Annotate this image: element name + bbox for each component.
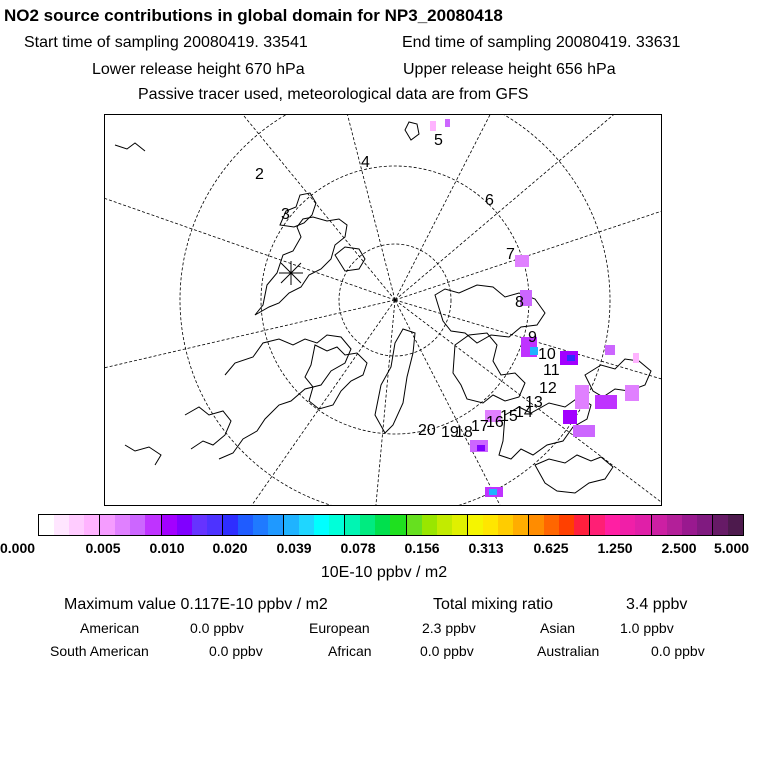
colorbar-swatch	[162, 515, 177, 535]
colorbar	[38, 514, 744, 536]
track-label: 15	[500, 408, 518, 425]
colorbar-swatch	[574, 515, 590, 535]
upper-release-height: Upper release height 656 hPa	[403, 61, 616, 78]
region-value: 0.0 ppbv	[651, 643, 705, 659]
colorbar-tick: 0.313	[468, 540, 504, 556]
colorbar-tick: 1.250	[597, 540, 633, 556]
tracer-note: Passive tracer used, meteorological data are from GFS	[138, 86, 529, 103]
colorbar-swatch	[422, 515, 437, 535]
region-value: 0.0 ppbv	[209, 643, 263, 659]
colorbar-swatch	[559, 515, 574, 535]
region-name: African	[328, 643, 372, 659]
colorbar-tick: 2.500	[661, 540, 697, 556]
colorbar-swatch	[407, 515, 422, 535]
colorbar-swatch	[69, 515, 84, 535]
colorbar-swatch	[329, 515, 345, 535]
track-label: 7	[506, 246, 515, 263]
colorbar-swatch	[667, 515, 682, 535]
lower-release-height: Lower release height 670 hPa	[92, 61, 305, 78]
region-value: 1.0 ppbv	[620, 620, 674, 636]
track-label: 12	[539, 380, 557, 397]
region-value: 0.0 ppbv	[190, 620, 244, 636]
end-time: End time of sampling 20080419. 33631	[402, 34, 681, 51]
colorbar-swatch	[84, 515, 100, 535]
colorbar-swatch	[728, 515, 743, 535]
region-value: 0.0 ppbv	[420, 643, 474, 659]
release-marker	[279, 261, 303, 285]
colorbar-swatch	[529, 515, 544, 535]
track-label: 4	[361, 154, 370, 171]
colorbar-swatch	[299, 515, 314, 535]
colorbar-tick: 0.039	[276, 540, 312, 556]
colorbar-swatch	[130, 515, 145, 535]
track-label: 17	[471, 418, 489, 435]
colorbar-swatch	[390, 515, 406, 535]
region-name: South American	[50, 643, 149, 659]
track-label: 18	[455, 424, 473, 441]
colorbar-swatch	[177, 515, 192, 535]
region-value: 2.3 ppbv	[422, 620, 476, 636]
track-label: 6	[485, 192, 494, 209]
region-name: American	[80, 620, 140, 636]
map-panel	[104, 114, 662, 506]
colorbar-swatch	[620, 515, 635, 535]
start-time: Start time of sampling 20080419. 33541	[24, 34, 308, 51]
colorbar-swatch	[498, 515, 513, 535]
track-label: 10	[538, 346, 556, 363]
colorbar-swatch	[483, 515, 498, 535]
colorbar-swatch	[375, 515, 390, 535]
colorbar-swatch	[697, 515, 713, 535]
colorbar-swatch	[207, 515, 223, 535]
colorbar-swatch	[253, 515, 268, 535]
colorbar-tick: 0.005	[85, 540, 121, 556]
colorbar-swatch	[713, 515, 728, 535]
page-title: NO2 source contributions in global domain for NP3_20080418	[4, 6, 503, 25]
colorbar-swatch	[513, 515, 529, 535]
track-label: 19	[441, 424, 459, 441]
colorbar-tick: 0.000	[0, 540, 36, 556]
graticule	[105, 115, 662, 506]
max-value: Maximum value 0.117E-10 ppbv / m2	[64, 596, 328, 613]
region-name: Australian	[537, 643, 600, 659]
colorbar-swatch	[284, 515, 299, 535]
colorbar-swatch	[192, 515, 207, 535]
colorbar-swatch	[590, 515, 605, 535]
colorbar-tick: 0.156	[404, 540, 440, 556]
total-mixing-label: Total mixing ratio	[433, 596, 554, 613]
track-label: 13	[525, 394, 543, 411]
colorbar-tick: 0.010	[149, 540, 185, 556]
track-label: 3	[281, 206, 290, 223]
colorbar-swatch	[437, 515, 452, 535]
colorbar-tick: 0.020	[212, 540, 248, 556]
track-label: 2	[255, 166, 264, 183]
colorbar-swatch	[39, 515, 54, 535]
colorbar-swatch	[635, 515, 651, 535]
colorbar-swatch	[238, 515, 253, 535]
colorbar-swatch	[652, 515, 667, 535]
region-name: European	[309, 620, 370, 636]
colorbar-swatch	[145, 515, 161, 535]
colorbar-swatch	[345, 515, 360, 535]
colorbar-tick: 0.078	[340, 540, 376, 556]
colorbar-swatch	[54, 515, 69, 535]
total-mixing-value: 3.4 ppbv	[626, 596, 688, 613]
colorbar-swatch	[223, 515, 238, 535]
colorbar-unit: 10E-10 ppbv / m2	[320, 564, 448, 581]
track-label: 9	[528, 329, 537, 346]
colorbar-swatch	[605, 515, 620, 535]
track-label: 14	[515, 404, 533, 421]
colorbar-swatch	[452, 515, 468, 535]
track-label: 16	[486, 414, 504, 431]
colorbar-swatch	[314, 515, 329, 535]
track-label: 20	[418, 422, 436, 439]
region-name: Asian	[540, 620, 576, 636]
colorbar-swatch	[115, 515, 130, 535]
colorbar-swatch	[360, 515, 375, 535]
track-label: 5	[434, 132, 443, 149]
colorbar-swatch	[468, 515, 483, 535]
colorbar-swatch	[682, 515, 697, 535]
colorbar-swatch	[544, 515, 559, 535]
colorbar-tick: 0.625	[533, 540, 569, 556]
colorbar-swatch	[268, 515, 284, 535]
colorbar-swatch	[100, 515, 115, 535]
track-label: 8	[515, 294, 524, 311]
polar-map	[105, 115, 662, 506]
coastlines	[115, 122, 651, 493]
colorbar-tick: 5.000	[714, 540, 750, 556]
track-label: 11	[543, 362, 560, 379]
